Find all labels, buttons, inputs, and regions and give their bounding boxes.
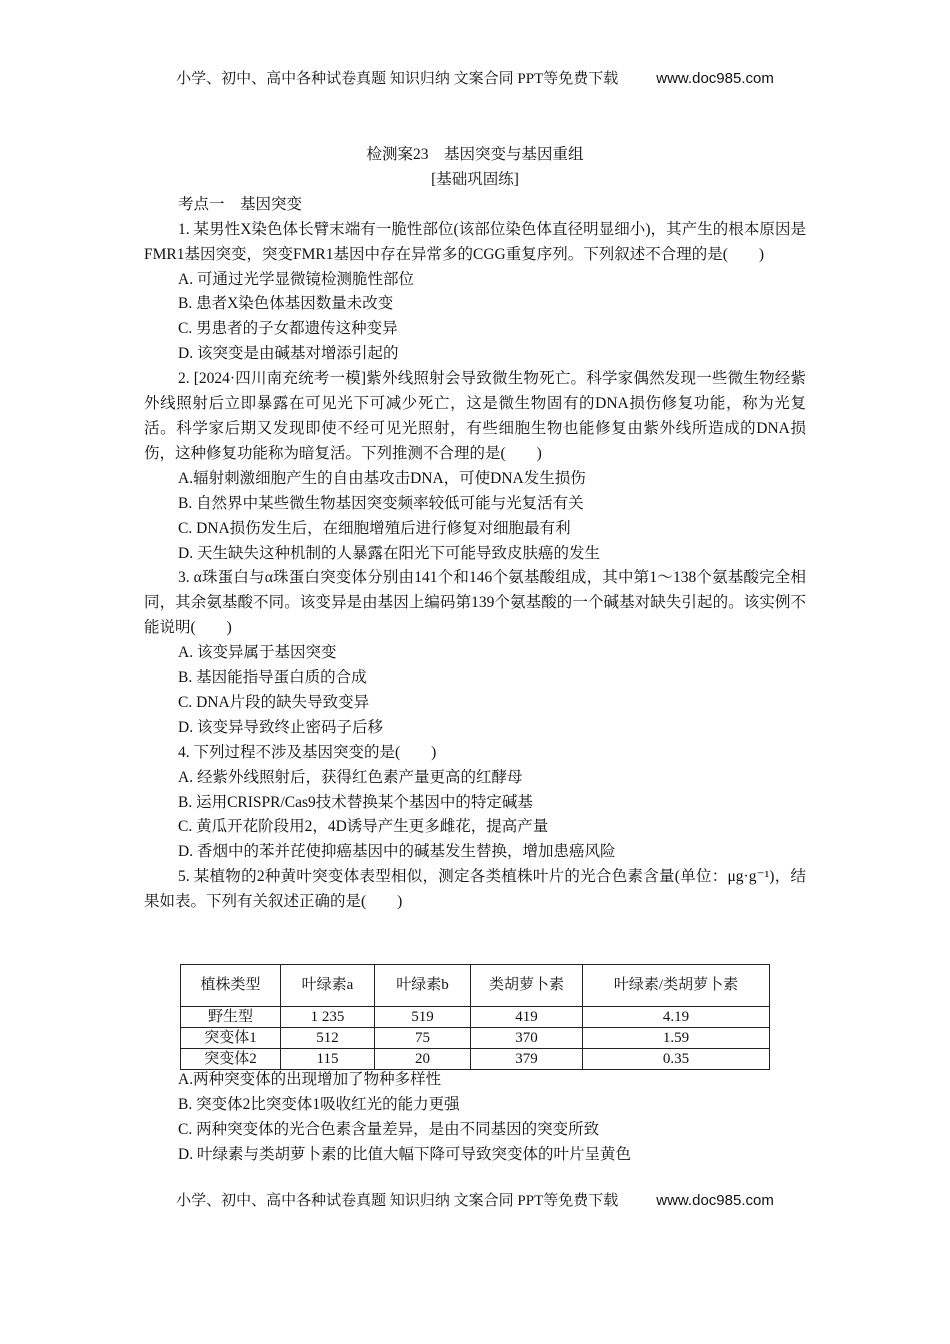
page-subtitle: [基础巩固练] [431, 170, 519, 188]
header-site: www.doc985.com [656, 70, 774, 87]
answer-option: C. DNA片段的缺失导致变异 [178, 693, 370, 711]
answer-option: C. 男患者的子女都遗传这种变异 [178, 320, 398, 338]
answer-option: D. 香烟中的苯并芘使抑癌基因中的碱基发生替换，增加患癌风险 [178, 843, 616, 861]
question-stem: 5. 某植物的2种黄叶突变体表型相似，测定各类植株叶片的光合色素含量(单位：μg·g⁻¹)，结果如表。下列有关叙述正确的是( ) [144, 868, 806, 911]
answer-option: B. 突变体2比突变体1吸收红光的能力更强 [178, 1095, 460, 1113]
table-header: 叶绿素b [375, 965, 471, 1007]
answer-option: C. DNA损伤发生后，在细胞增殖后进行修复对细胞最有利 [178, 519, 571, 537]
table-cell: 突变体1 [181, 1028, 281, 1049]
table-cell: 4.19 [583, 1007, 770, 1028]
question-5 [144, 865, 806, 915]
answer-option: D. 该突变是由碱基对增添引起的 [178, 345, 399, 363]
document-body [144, 143, 806, 915]
answer-option: A.辐射刺激细胞产生的自由基攻击DNA，可使DNA发生损伤 [178, 469, 586, 487]
pigment-table [180, 964, 770, 1070]
table-cell: 512 [281, 1028, 375, 1049]
question-1 [144, 218, 806, 367]
table-cell: 1 235 [281, 1007, 375, 1028]
question-stem: 1. 某男性X染色体长臂末端有一脆性部位(该部位染色体直径明显细小)，其产生的根本原因是FMR1基因突变，突变FMR1基因中存在异常多的CGG重复序列。下列叙述不合理的是( ) [144, 220, 806, 263]
table-cell: 115 [281, 1049, 375, 1070]
answer-option: B. 患者X染色体基因数量未改变 [178, 295, 394, 313]
question-2 [144, 367, 806, 566]
answer-option: B. 自然界中某些微生物基因突变频率较低可能与光复活有关 [178, 494, 584, 512]
page-title: 检测案23 基因突变与基因重组 [366, 146, 584, 163]
table-cell: 379 [471, 1049, 583, 1070]
question-3 [144, 566, 806, 740]
header-text: 小学、初中、高中各种试卷真题 知识归纳 文案合同 PPT等免费下载 [176, 71, 619, 87]
table-row [181, 1028, 770, 1049]
answer-option: A. 可通过光学显微镜检测脆性部位 [178, 270, 414, 288]
table-row [181, 1049, 770, 1070]
table-header: 植株类型 [181, 965, 281, 1007]
answer-option: A. 经紫外线照射后，获得红色素产量更高的红酵母 [178, 768, 523, 786]
answer-option: B. 运用CRISPR/Cas9技术替换某个基因中的特定碱基 [178, 793, 533, 811]
answer-option: A. 该变异属于基因突变 [178, 644, 337, 662]
table-header-row [181, 965, 770, 1007]
question-stem: 3. α珠蛋白与α珠蛋白突变体分别由141个和146个氨基酸组成，其中第1～138个氨基酸完全相同，其余氨基酸不同。该变异是由基因上编码第139个氨基酸的一个碱基对缺失引起的。该实例不能说明( ) [144, 569, 806, 637]
table-row [181, 1007, 770, 1028]
table-cell: 1.59 [583, 1028, 770, 1049]
table-cell: 419 [471, 1007, 583, 1028]
table-header: 类胡萝卜素 [471, 965, 583, 1007]
answer-option: D. 叶绿素与类胡萝卜素的比值大幅下降可导致突变体的叶片呈黄色 [178, 1145, 631, 1163]
table-cell: 野生型 [181, 1007, 281, 1028]
page-header [0, 69, 950, 89]
answer-option: D. 天生缺失这种机制的人暴露在阳光下可能导致皮肤癌的发生 [178, 544, 600, 562]
footer-text: 小学、初中、高中各种试卷真题 知识归纳 文案合同 PPT等免费下载 [176, 1193, 619, 1209]
table-header: 叶绿素/类胡萝卜素 [583, 965, 770, 1007]
answer-option: A.两种突变体的出现增加了物种多样性 [178, 1071, 442, 1088]
question-5-options [144, 1068, 806, 1168]
table-cell: 75 [375, 1028, 471, 1049]
table-cell: 20 [375, 1049, 471, 1070]
footer-site: www.doc985.com [656, 1192, 774, 1209]
page-footer [0, 1191, 950, 1211]
question-stem: 2. [2024·四川南充统考一模]紫外线照射会导致微生物死亡。科学家偶然发现一些微生物经紫外线照射后立即暴露在可见光下可减少死亡，这是微生物固有的DNA损伤修复功能，称为光复活。科学家后期又发现即使不经可见光照射，有些细胞生物也能修复由紫外线所造成的DNA损伤，这种修复功能称为暗复活。下列推测不合理的是( ) [144, 370, 806, 462]
table-header: 叶绿素a [281, 965, 375, 1007]
answer-option: C. 黄瓜开花阶段用2，4D诱导产生更多雌花，提高产量 [178, 818, 549, 836]
question-stem: 4. 下列过程不涉及基因突变的是( ) [178, 743, 437, 761]
table-cell: 0.35 [583, 1049, 770, 1070]
table-cell: 突变体2 [181, 1049, 281, 1070]
answer-option: C. 两种突变体的光合色素含量差异，是由不同基因的突变所致 [178, 1120, 600, 1138]
question-4 [144, 741, 806, 866]
answer-option: B. 基因能指导蛋白质的合成 [178, 669, 367, 687]
table-cell: 519 [375, 1007, 471, 1028]
answer-option: D. 该变异导致终止密码子后移 [178, 718, 383, 736]
table-cell: 370 [471, 1028, 583, 1049]
section-heading: 考点一 基因突变 [178, 195, 303, 213]
